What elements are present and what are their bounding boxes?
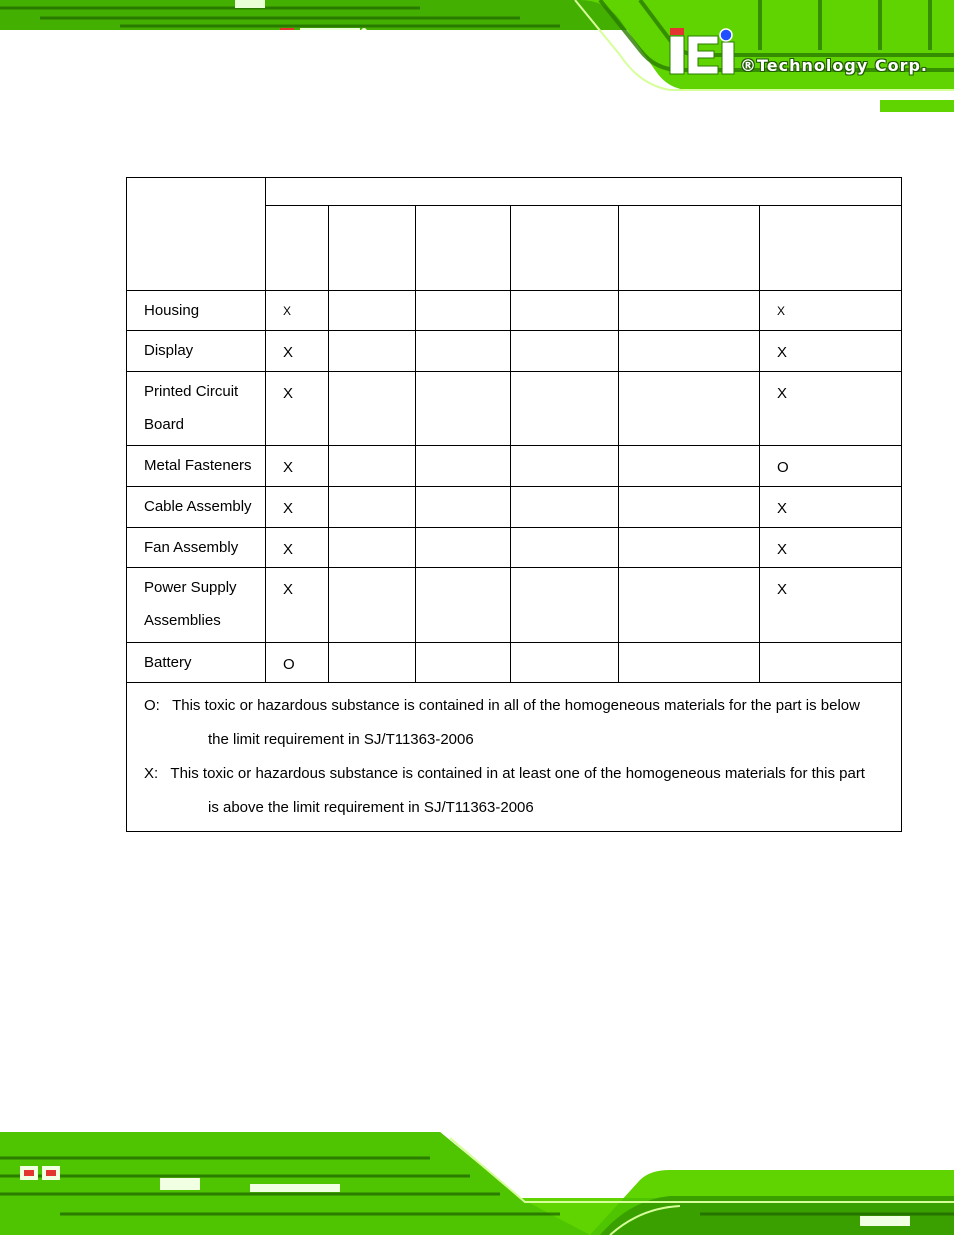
hazardous-substances-table <box>126 177 902 832</box>
value-cell <box>760 643 902 683</box>
substance-header-1 <box>266 206 329 291</box>
note-o-text: This toxic or hazardous substance is contained in all of the homogeneous materials for the part is below <box>172 697 860 714</box>
part-name: Fan Assembly <box>127 528 266 568</box>
note-x-prefix: X: <box>144 765 159 782</box>
table-row <box>127 291 902 331</box>
value-cell: X <box>760 487 902 528</box>
part-name: Cable Assembly <box>127 487 266 528</box>
value-cell: O <box>760 446 902 487</box>
part-name: Display <box>127 331 266 372</box>
substance-header-4 <box>511 206 619 291</box>
substance-header-6 <box>760 206 902 291</box>
note-o <box>144 689 891 723</box>
value-cell: X <box>760 372 902 446</box>
value-cell: X <box>760 291 902 331</box>
part-name: Housing <box>127 291 266 331</box>
value-cell: X <box>760 568 902 643</box>
table-row <box>127 643 902 683</box>
value-cell: O <box>266 643 329 683</box>
table-row <box>127 528 902 568</box>
table-row <box>127 331 902 372</box>
pcb-footer-graphic <box>0 1118 954 1235</box>
value-cell: X <box>266 331 329 372</box>
part-name-line: Printed Circuit <box>144 383 239 400</box>
value-cell: X <box>266 487 329 528</box>
header-banner <box>0 0 954 112</box>
part-name-header-cell <box>127 178 266 291</box>
substance-header-2 <box>329 206 416 291</box>
company-logo-text: ®Technology Corp. <box>740 56 928 75</box>
table-row <box>127 372 902 446</box>
part-name <box>127 372 266 446</box>
note-o-prefix: O: <box>144 697 160 714</box>
table-row <box>127 568 902 643</box>
value-cell: X <box>266 446 329 487</box>
part-name: Battery <box>127 643 266 683</box>
value-cell: X <box>760 331 902 372</box>
note-o-continuation: the limit requirement in SJ/T11363-2006 <box>208 731 474 748</box>
notes-row <box>127 683 902 832</box>
part-name <box>127 568 266 643</box>
substance-header-5 <box>619 206 760 291</box>
value-cell: X <box>266 291 329 331</box>
part-name-line: Assemblies <box>144 612 221 629</box>
note-x <box>144 757 891 791</box>
value-cell: X <box>266 568 329 643</box>
part-name: Metal Fasteners <box>127 446 266 487</box>
legend-notes <box>127 683 902 832</box>
value-cell: X <box>760 528 902 568</box>
part-name-line: Power Supply <box>144 579 237 596</box>
table-header-row <box>127 178 902 206</box>
part-name-line: Board <box>144 416 185 433</box>
table-row <box>127 446 902 487</box>
substances-header-cell <box>266 178 902 206</box>
note-x-continuation: is above the limit requirement in SJ/T11363-2006 <box>208 799 534 816</box>
footer-banner <box>0 1118 954 1235</box>
value-cell: X <box>266 528 329 568</box>
value-cell: X <box>266 372 329 446</box>
substance-header-3 <box>416 206 511 291</box>
note-x-text: This toxic or hazardous substance is contained in at least one of the homogeneous materials for this part <box>170 765 865 782</box>
table-row <box>127 487 902 528</box>
